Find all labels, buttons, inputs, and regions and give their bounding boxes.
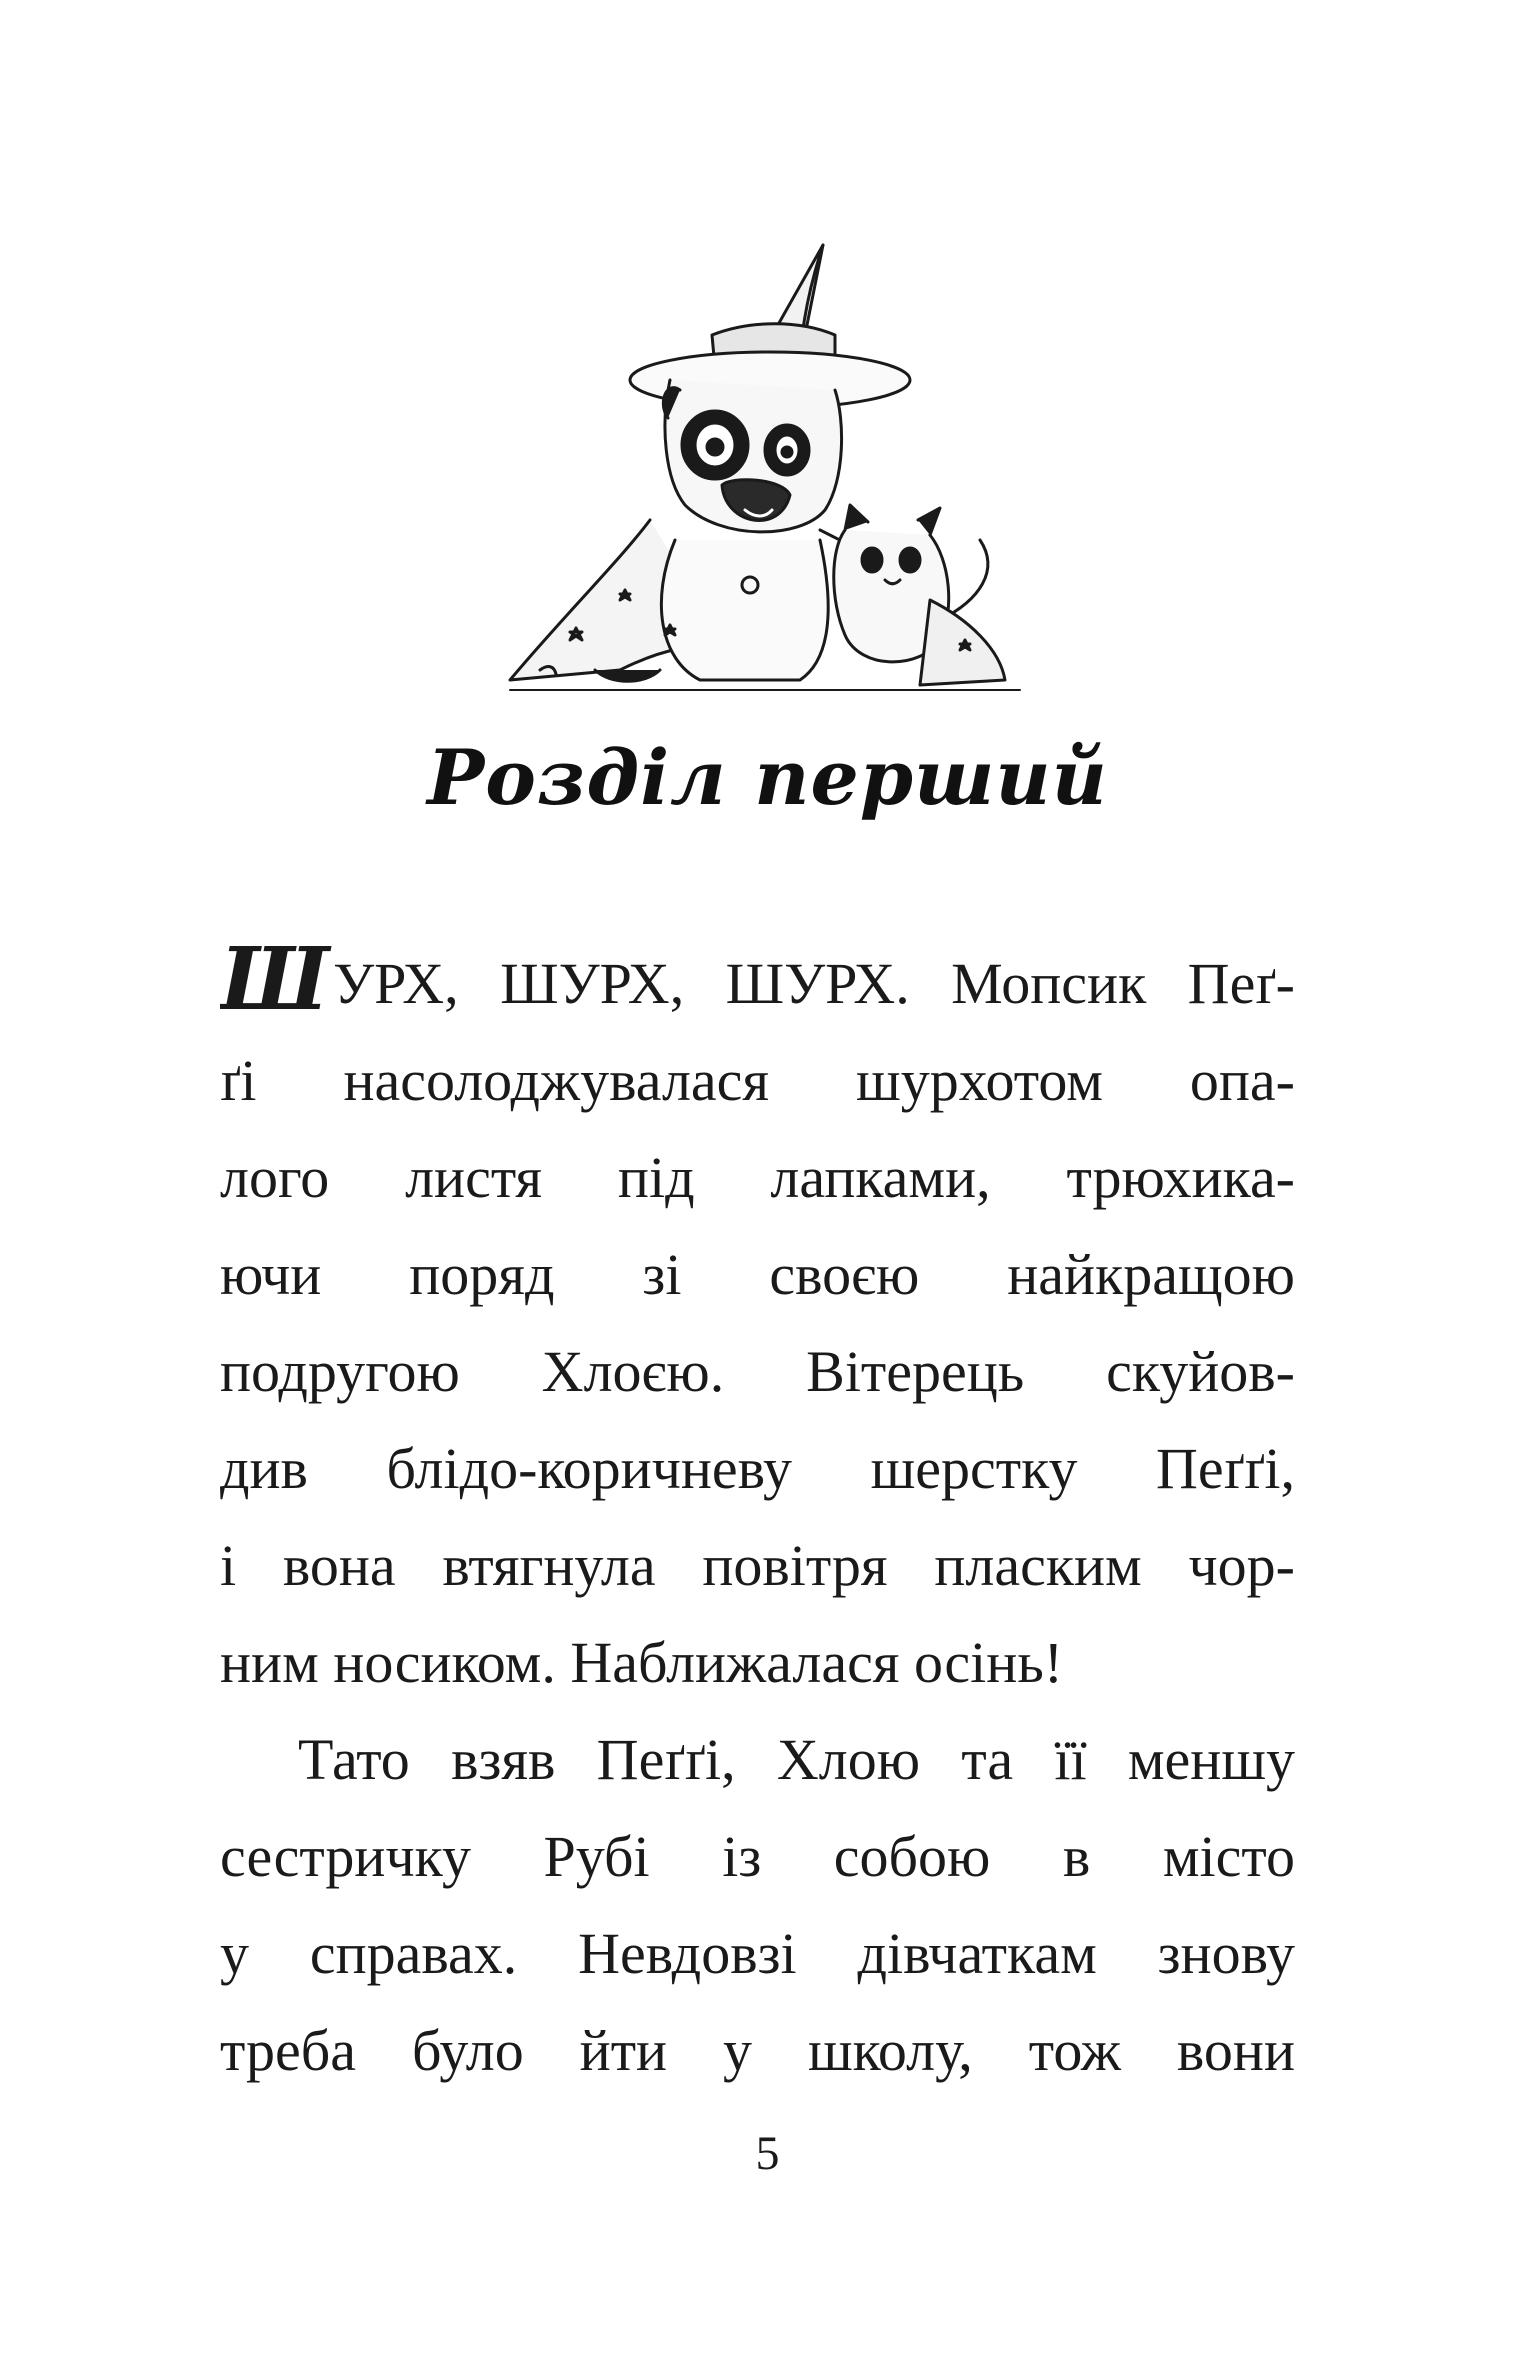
body-text bbox=[220, 935, 1295, 2099]
text-line: УРХ, ШУРХ, ШУРХ. Мопсик Пеґ- bbox=[333, 951, 1295, 1016]
text-line: ґі насолоджувалася шурхотом опа- bbox=[220, 1048, 1295, 1113]
pug-wizard-illustration bbox=[500, 240, 1040, 710]
text-line: Тато взяв Пеґґі, Хлою та її меншу bbox=[298, 1727, 1295, 1792]
paragraph-1-line-1 bbox=[220, 935, 1295, 1032]
text-line: лого листя під лапками, трюхика- bbox=[220, 1145, 1295, 1210]
text-line: треба було йти у школу, тож вони bbox=[220, 2018, 1295, 2083]
drop-cap: Ш bbox=[220, 935, 330, 1030]
text-line: у справах. Невдовзі дівчаткам знову bbox=[220, 1921, 1295, 1986]
text-line: ним носиком. Наближалася осінь! bbox=[220, 1630, 1064, 1695]
text-line: сестричку Рубі із собою в місто bbox=[220, 1824, 1295, 1889]
text-line: подругою Хлоєю. Вітерець скуйов- bbox=[220, 1339, 1295, 1404]
text-line: див блідо-коричневу шерстку Пеґґі, bbox=[220, 1436, 1295, 1501]
text-line: і вона втягнула повітря пласким чор- bbox=[220, 1533, 1295, 1598]
text-line: ючи поряд зі своєю найкращою bbox=[220, 1242, 1295, 1307]
chapter-title: Розділ перший bbox=[427, 733, 1108, 822]
page-number: 5 bbox=[755, 2127, 780, 2180]
